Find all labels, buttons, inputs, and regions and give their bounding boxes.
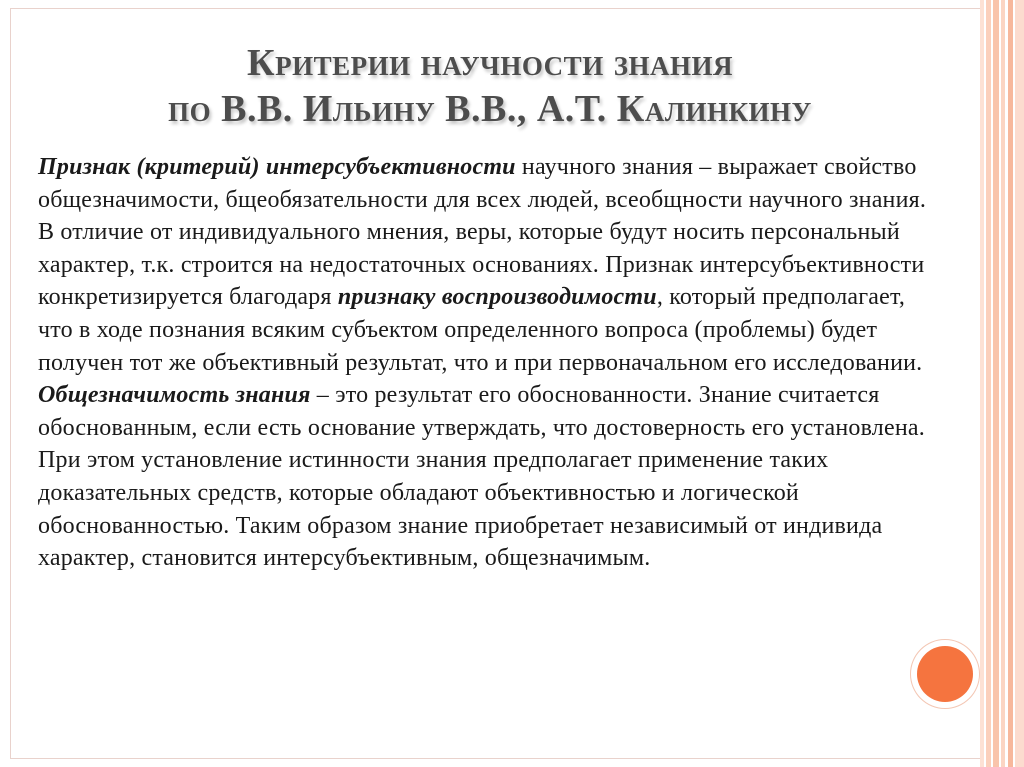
- slide-body: [38, 151, 943, 575]
- paragraph-text: – это результат его обоснованности. Знание считается обоснованным, если есть основание утверждать, что достоверность его установлена. При этом установление истинности знания предполагает применение таких доказательных средств, которые обладают объективностью и логической обоснованностью. Таким образом знание приобретает независимый от индивида характер, становится интерсубъективным, общезначимым.: [38, 382, 925, 572]
- paragraph-text: научного знания – выражает свойство общезначимости, бщеобязательности для всех людей, всеобщности научного знания. В отличие от индивидуального мнения, веры, которые будут носить персональный характер, т.к. строится на недостаточных основаниях. Признак интерсубъективности конкретизируется благодаря: [38, 154, 927, 311]
- term-intersubjectivity: Признак (критерий) интерсубъективности: [38, 154, 516, 180]
- paragraph-general-validity: [38, 379, 943, 575]
- term-reproducibility: признаку воспроизводимости: [337, 284, 657, 311]
- decorative-stripes: [980, 0, 1024, 767]
- stripe: [1015, 0, 1024, 767]
- title-line-2: по В.В. Ильину В.В., А.Т. Калинкину: [168, 88, 812, 130]
- title-line-1: Критерии научности знания: [247, 42, 733, 84]
- paragraph-intersubjectivity: [38, 151, 943, 379]
- term-general-validity: Общезначимость знания: [38, 382, 311, 409]
- decorative-circle: [917, 646, 973, 702]
- slide-title: [60, 40, 920, 132]
- paragraph-text: , который предполагает, что в ходе познания всяким субъектом определенного вопроса (проблемы) будет получен тот же объективный результат, что и при первоначальном его исследовании.: [38, 284, 923, 376]
